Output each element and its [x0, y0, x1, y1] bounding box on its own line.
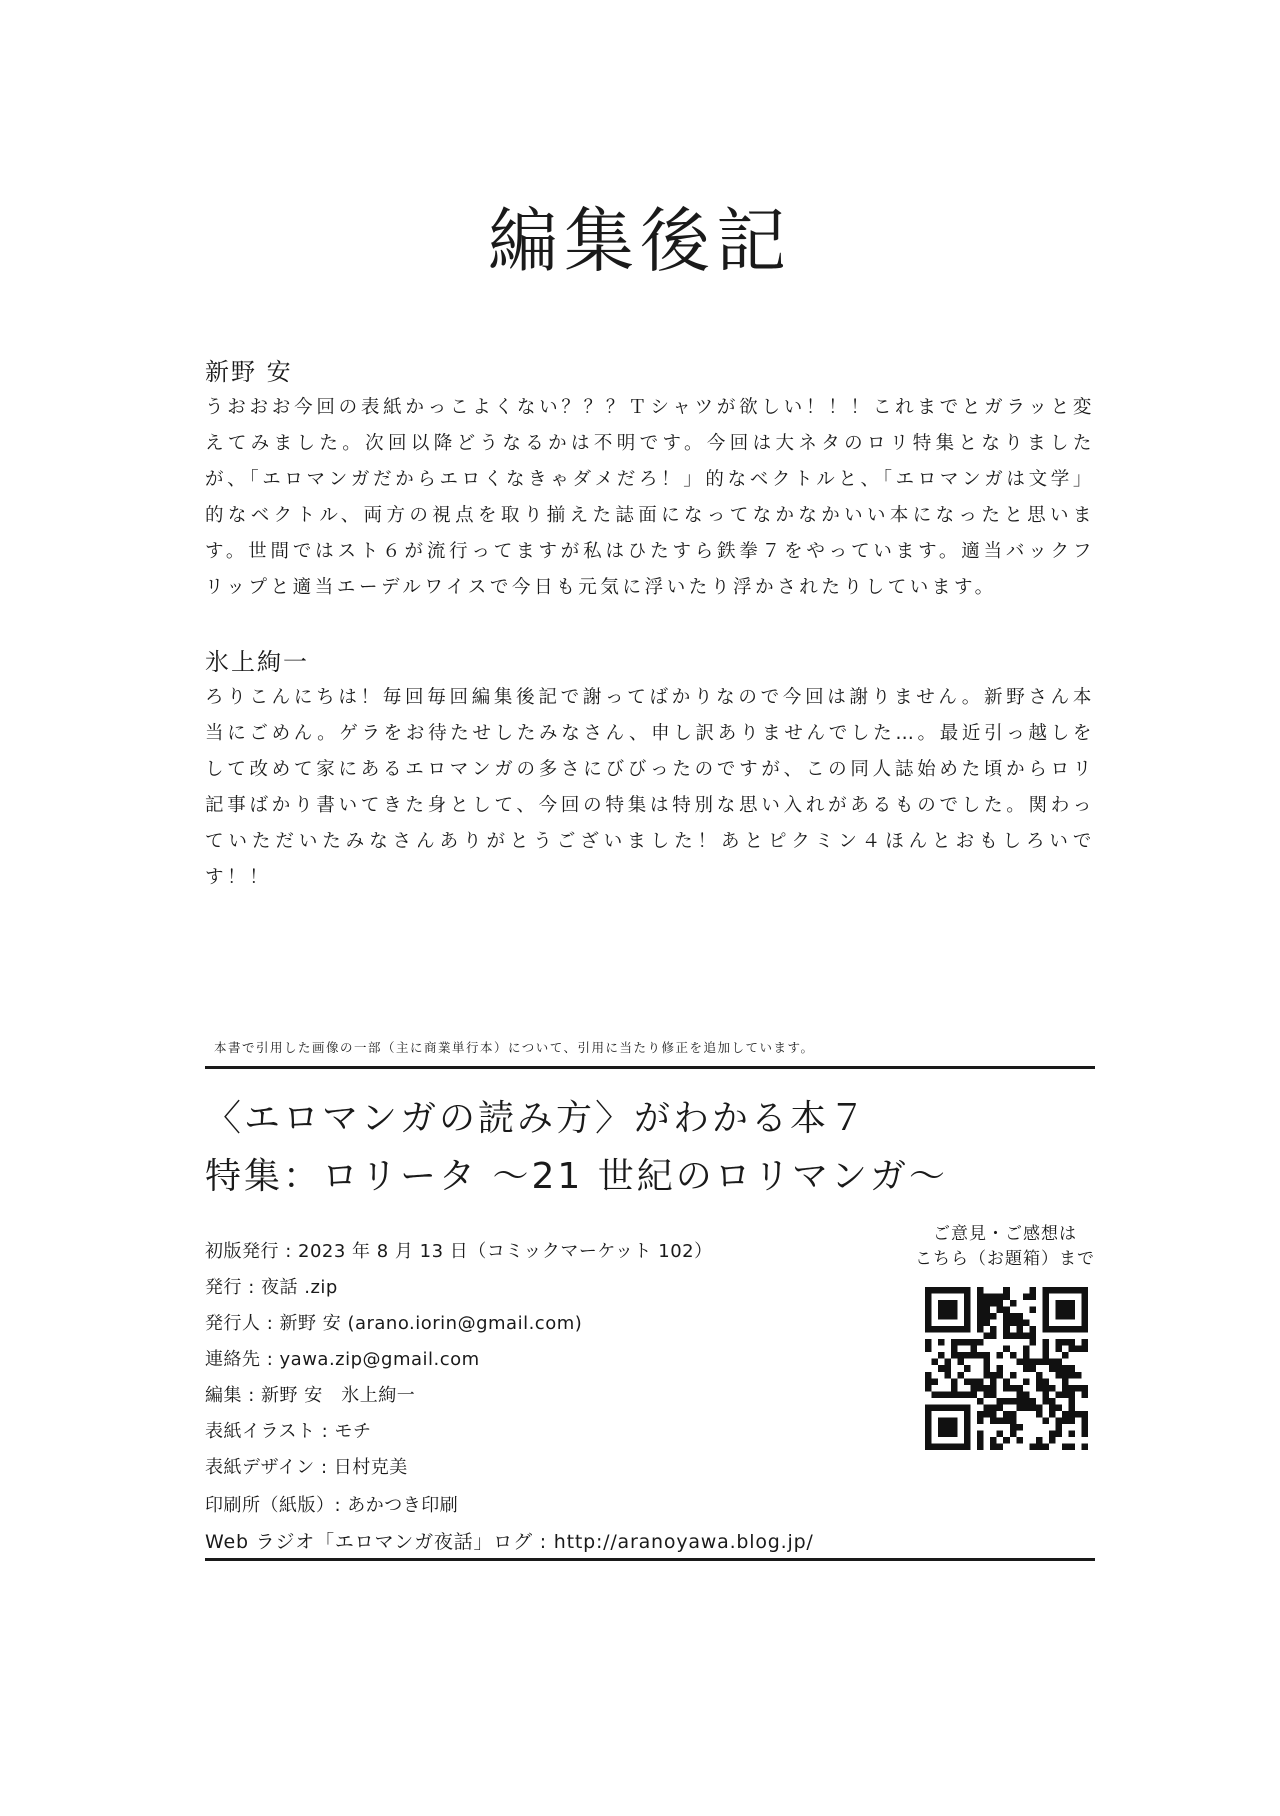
colophon-cover-design: 表紙デザイン : 日村克美 [205, 1457, 408, 1478]
colophon-editors: 編集 : 新野 安 氷上絢一 [205, 1385, 416, 1406]
colophon-first-edition: 初版発行 : 2023 年 8 月 13 日（コミックマーケット 102） [205, 1241, 713, 1262]
author-text-arano: うおおお今回の表紙かっこよくない？？？Ｔシャツが欲しい！！！これまでとガラッと変えてみました。次回以降どうなるかは不明です。今回は大ネタのロリ特集となりましたが、「エロマンガだからエロくなきゃダメだろ！」的なベクトルと、「エロマンガは文学」的なベクトル、両方の視点を取り揃えた誌面になってなかなかいい本になったと思います。世間ではスト６が流行ってますが私はひたすら鉄拳７をやっています。適当バックフリップと適当エーデルワイスで今日も元気に浮いたり浮かされたりしています。 [205, 397, 1095, 598]
author-name-hikami: 氷上絢一 [205, 648, 309, 676]
qr-caption [890, 1222, 1120, 1272]
colophon-publisher: 発行 : 夜話 .zip [205, 1277, 338, 1298]
colophon-issuer: 発行人 : 新野 安 (arano.iorin@gmail.com) [205, 1313, 583, 1334]
qr-caption-line-2: こちら（お題箱）まで [915, 1249, 1095, 1269]
book-subtitle: 特集：ロリータ 〜21 世紀のロリマンガ〜 [205, 1156, 948, 1197]
author-name-arano: 新野 安 [205, 358, 293, 386]
book-title: 〈エロマンガの読み方〉がわかる本７ [205, 1098, 869, 1139]
colophon-cover-illustration: 表紙イラスト : モチ [205, 1421, 372, 1442]
page-title: 編集後記 [488, 200, 792, 282]
divider-top [205, 1066, 1095, 1069]
divider-bottom [205, 1558, 1095, 1561]
qr-caption-line-1: ご意見・ご感想は [933, 1224, 1077, 1244]
colophon-contact: 連絡先 : yawa.zip@gmail.com [205, 1349, 480, 1370]
colophon-printer: 印刷所（紙版）: あかつき印刷 [205, 1495, 459, 1516]
web-radio-log[interactable]: Web ラジオ「エロマンガ夜話」ログ : http://aranoyawa.blog.jp/ [205, 1531, 814, 1553]
author-text-hikami: ろりこんにちは！毎回毎回編集後記で謝ってばかりなので今回は謝りません。新野さん本当にごめん。ゲラをお待たせしたみなさん、申し訳ありませんでした…。最近引っ越しをして改めて家にあるエロマンガの多さにびびったのですが、この同人誌始めた頃からロリ記事ばかり書いてきた身として、今回の特集は特別な思い入れがあるものでした。関わっていただいたみなさんありがとうございました！あとピクミン４ほんとおもしろいです！！ [205, 687, 1095, 888]
citation-notice: 本書で引用した画像の一部（主に商業単行本）について、引用に当たり修正を追加しています。 [214, 1040, 815, 1055]
qr-code-icon[interactable] [925, 1287, 1088, 1450]
